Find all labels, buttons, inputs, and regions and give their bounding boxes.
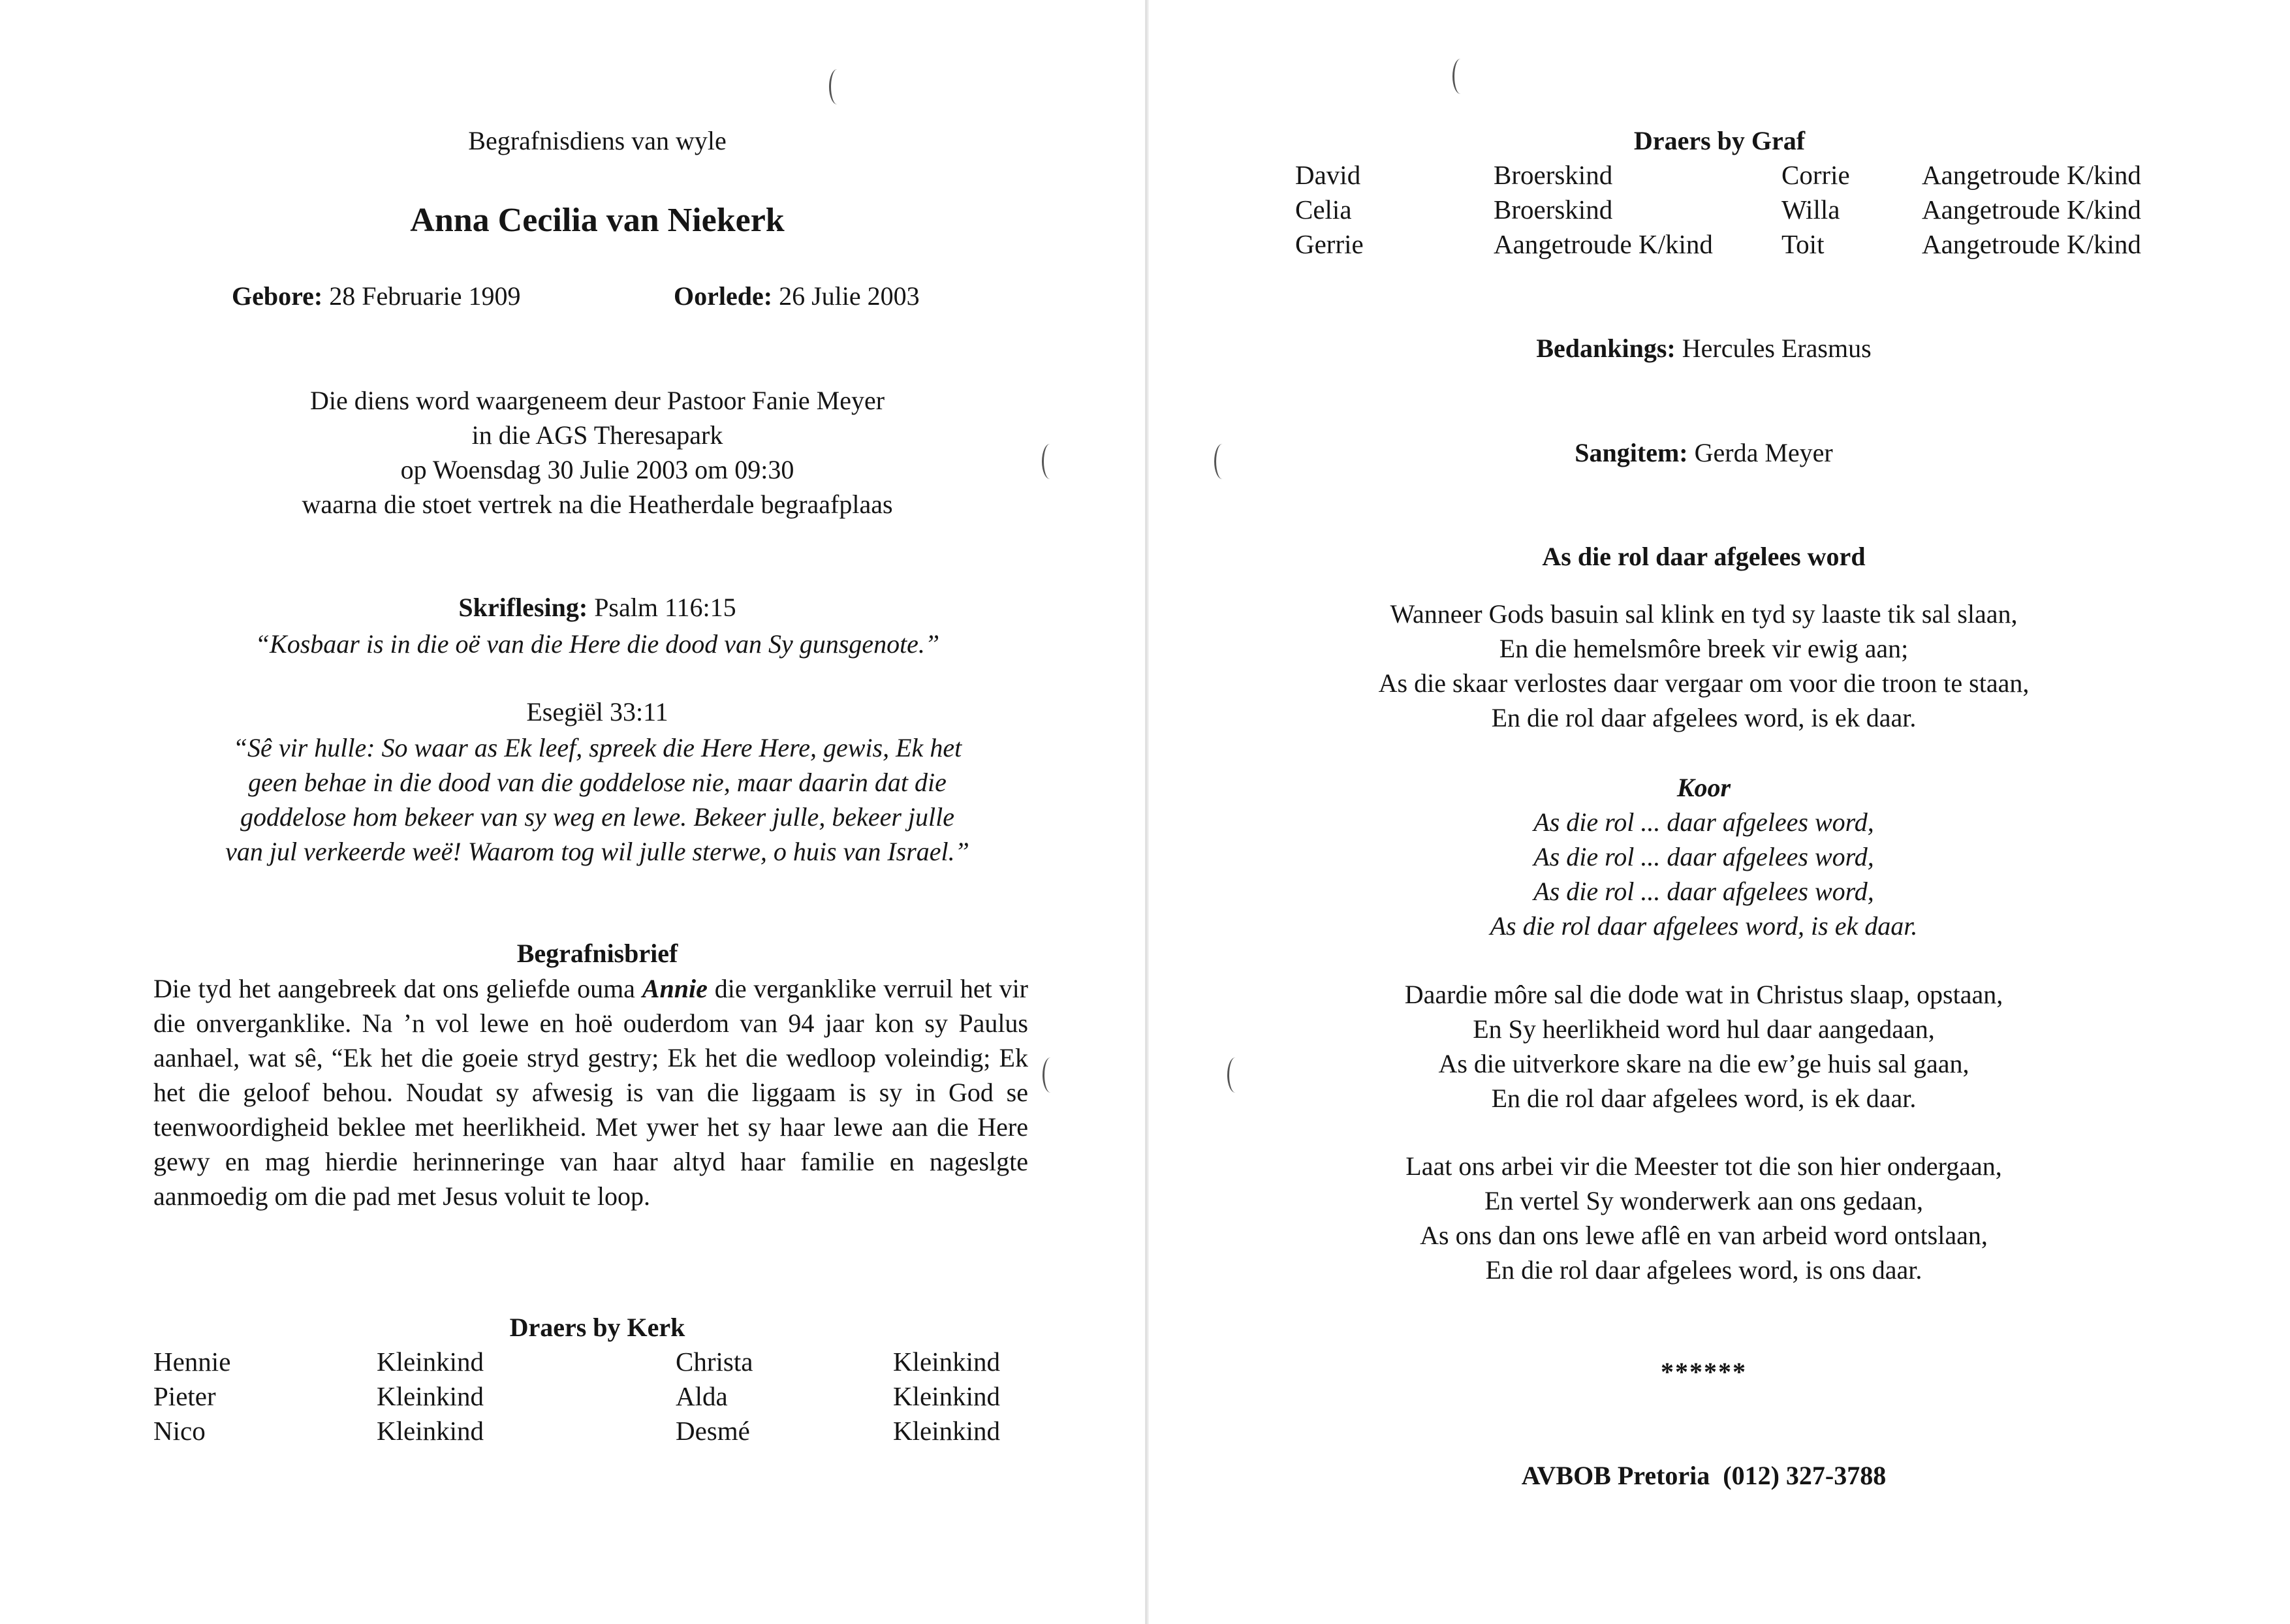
verse-line: As die uitverkore skare na die ew’ge huis sal gaan, <box>1438 1049 1969 1078</box>
table-cell: Kleinkind <box>377 1347 484 1377</box>
quote-line: van jul verkeerde weë! Waarom tog wil julle sterwe, o huis van Israel.” <box>225 837 969 866</box>
table-cell: Kleinkind <box>893 1416 1000 1446</box>
chorus-line: As die rol ... daar afgelees word, <box>1533 807 1874 837</box>
service-line: in die AGS Theresapark <box>471 420 723 450</box>
table-cell: Alda <box>676 1381 728 1411</box>
table-cell: Celia <box>1295 195 1352 225</box>
table-row <box>153 1379 1041 1414</box>
table-cell: Kleinkind <box>377 1381 484 1411</box>
died-label: Oorlede: <box>674 281 773 311</box>
chorus-line: As die rol ... daar afgelees word, <box>1533 877 1874 906</box>
separator-stars: ****** <box>1661 1357 1747 1386</box>
chorus-label: Koor <box>1676 773 1731 802</box>
verse-line: En die rol daar afgelees word, is ek daar. <box>1491 703 1917 732</box>
table-cell: Broerskind <box>1494 160 1613 190</box>
quote-line: “Sê vir hulle: So waar as Ek leef, spreek die Here Here, gewis, Ek het <box>232 733 962 762</box>
table-row <box>153 1414 1041 1448</box>
letter-body <box>153 971 1028 1213</box>
born-line <box>232 281 520 311</box>
table-cell: Corrie <box>1781 160 1850 190</box>
verse-line: En die rol daar afgelees word, is ons daar. <box>1485 1255 1922 1285</box>
verse-line: En die hemelsmôre breek vir ewig aan; <box>1499 634 1909 663</box>
punch-mark <box>1043 1057 1059 1093</box>
deceased-name: Anna Cecilia van Niekerk <box>410 202 785 239</box>
reading-line <box>0 592 1195 623</box>
table-cell: Aangetroude K/kind <box>1494 229 1713 259</box>
quote-line: goddelose hom bekeer van sy weg en lewe. Bekeer julle, bekeer julle <box>240 802 954 832</box>
table-row <box>1295 158 2235 193</box>
punch-mark <box>1452 59 1469 94</box>
hymn-title: As die rol daar afgelees word <box>1542 542 1866 571</box>
table-cell: Toit <box>1781 229 1825 259</box>
table-cell: Christa <box>676 1347 753 1377</box>
singer-label: Sangitem: <box>1575 438 1688 467</box>
verse-line: Wanneer Gods basuin sal klink en tyd sy laaste tik sal slaan, <box>1390 599 2018 629</box>
table-cell: Nico <box>153 1416 206 1446</box>
born-label: Gebore: <box>232 281 323 311</box>
verse-line: As die skaar verlostes daar vergaar om voor die troon te staan, <box>1378 668 2030 698</box>
table-cell: Aangetroude K/kind <box>1922 195 2141 225</box>
table-cell: Gerrie <box>1295 229 1364 259</box>
thanks-label: Bedankings: <box>1536 334 1676 363</box>
table-cell: Broerskind <box>1494 195 1613 225</box>
service-line: waarna die stoet vertrek na die Heatherdale begraafplaas <box>302 490 893 519</box>
letter-text: Die tyd het aangebreek dat ons geliefde ouma <box>153 974 642 1003</box>
singer-name: Gerda Meyer <box>1694 438 1833 467</box>
verse-line: En vertel Sy wonderwerk aan ons gedaan, <box>1484 1186 1923 1215</box>
table-cell: Hennie <box>153 1347 231 1377</box>
footer-phone: (012) 327-3788 <box>1723 1461 1887 1490</box>
chorus-line: As die rol daar afgelees word, is ek daar. <box>1490 911 1918 941</box>
right-page <box>1149 0 2290 1624</box>
singer-line <box>1149 437 2259 468</box>
verse-line: Daardie môre sal die dode wat in Christus slaap, opstaan, <box>1404 980 2003 1009</box>
church-bearers-table <box>153 1345 1041 1448</box>
table-cell: Aangetroude K/kind <box>1922 229 2141 259</box>
thanks-line <box>1149 333 2259 364</box>
grave-bearers-heading: Draers by Graf <box>1633 126 1806 155</box>
intro-text: Begrafnisdiens van wyle <box>468 126 727 155</box>
table-cell: Willa <box>1781 195 1840 225</box>
ezekiel-ref: Esegiël 33:11 <box>526 697 668 726</box>
table-row <box>1295 193 2235 227</box>
table-cell: David <box>1295 160 1361 190</box>
reading-label: Skriflesing: <box>458 593 588 622</box>
chorus-line: As die rol ... daar afgelees word, <box>1533 842 1874 871</box>
table-cell: Desmé <box>676 1416 750 1446</box>
table-row <box>1295 227 2235 262</box>
thanks-name: Hercules Erasmus <box>1682 334 1872 363</box>
service-line: op Woensdag 30 Julie 2003 om 09:30 <box>400 455 794 484</box>
hymn-chorus <box>1149 805 2259 943</box>
letter-text: die verganklike verruil het vir die onverganklike. Na ’n vol lewe en hoë ouderdom van 94 jaar kon sy Paulus aanhael, wat sê, “Ek het die goeie stryd gestry; Ek het die wedloop voleindig; Ek het die geloof behou. Noudat sy afwesig is van die liggaam is sy in God se teenwoordigheid beklee met heerlikheid. Met ywer het sy haar lewe aan die Here gewy en mag hierdie herinneringe van haar altyd haar familie en nageslgte aanmoedig om die pad met Jesus voluit te loop. <box>153 974 1029 1211</box>
died-line <box>674 281 920 311</box>
born-date: 28 Februarie 1909 <box>329 281 521 311</box>
grave-bearers-table <box>1295 158 2235 262</box>
verse-line: En die rol daar afgelees word, is ek daar. <box>1491 1084 1917 1113</box>
reading-ref: Psalm 116:15 <box>594 593 736 622</box>
table-cell: Pieter <box>153 1381 216 1411</box>
service-line: Die diens word waargeneem deur Pastoor Fanie Meyer <box>309 386 885 415</box>
verse-line: En Sy heerlikheid word hul daar aangedaan, <box>1473 1014 1935 1044</box>
hymn-verse-1 <box>1149 597 2259 735</box>
punch-mark <box>829 69 845 104</box>
letter-name: Annie <box>642 974 708 1003</box>
table-cell: Aangetroude K/kind <box>1922 160 2141 190</box>
table-cell: Kleinkind <box>893 1381 1000 1411</box>
footer <box>1149 1460 2259 1491</box>
service-details <box>0 383 1195 522</box>
died-date: 26 Julie 2003 <box>779 281 920 311</box>
reading-text: “Kosbaar is in die oë van die Here die dood van Sy gunsgenote.” <box>255 629 940 659</box>
footer-org: AVBOB Pretoria <box>1521 1461 1710 1490</box>
church-bearers-heading: Draers by Kerk <box>509 1313 685 1342</box>
ezekiel-quote <box>0 730 1195 869</box>
hymn-verse-3 <box>1149 1149 2259 1287</box>
table-row <box>153 1345 1041 1379</box>
verse-line: As ons dan ons lewe aflê en van arbeid word ontslaan, <box>1420 1221 1988 1250</box>
letter-heading: Begrafnisbrief <box>516 939 678 968</box>
verse-line: Laat ons arbei vir die Meester tot die son hier ondergaan, <box>1405 1151 2002 1181</box>
hymn-verse-2 <box>1149 977 2259 1116</box>
table-cell: Kleinkind <box>377 1416 484 1446</box>
table-cell: Kleinkind <box>893 1347 1000 1377</box>
quote-line: geen behae in die dood van die goddelose nie, maar daarin dat die <box>248 768 947 797</box>
